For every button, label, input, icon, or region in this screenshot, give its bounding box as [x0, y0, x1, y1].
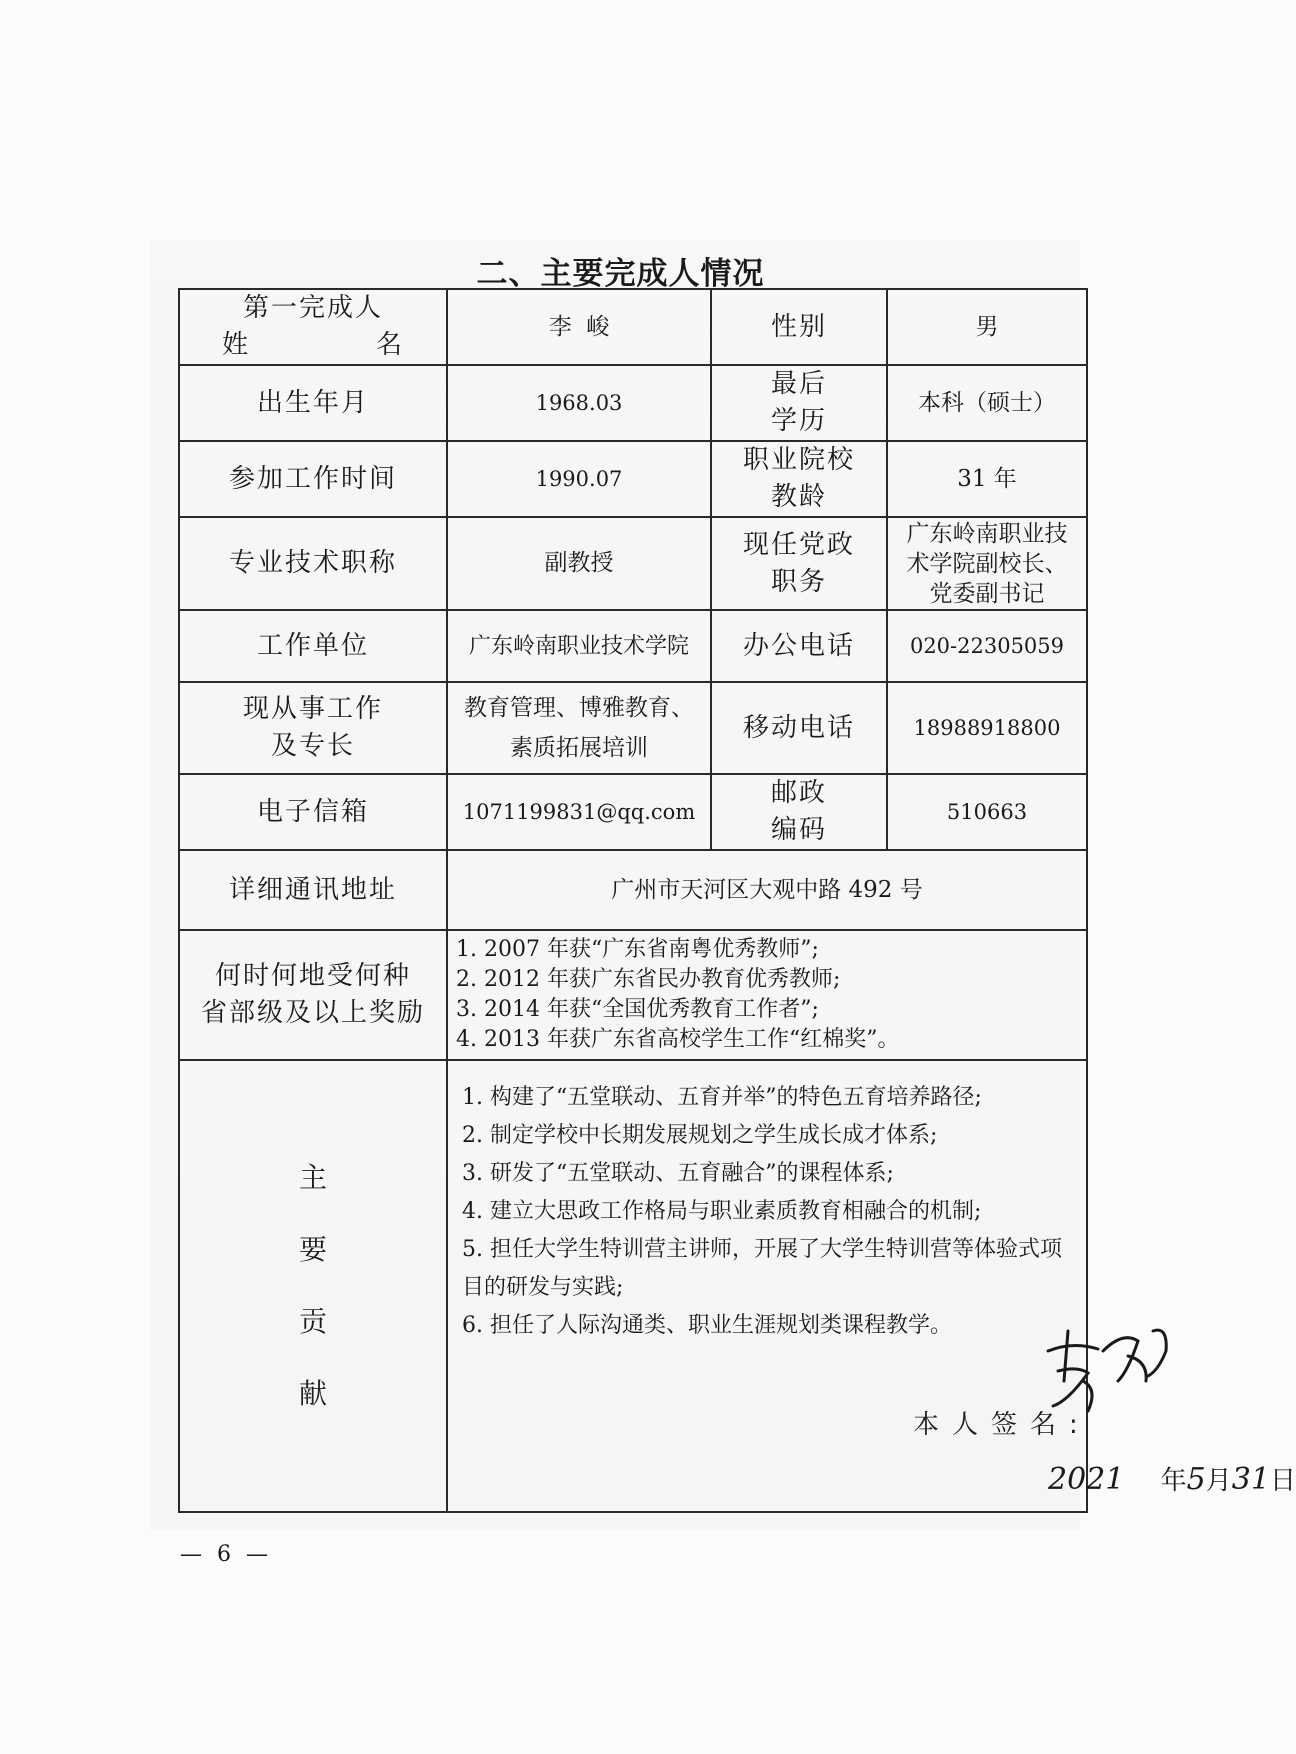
- teach-age-label: 职业院校 教龄: [711, 441, 887, 517]
- award-item: 2. 2012 年获广东省民办教育优秀教师;: [456, 967, 841, 992]
- gender-value: 男: [887, 289, 1087, 365]
- email-label: 电子信箱: [179, 774, 447, 850]
- employer-value: 广东岭南职业技术学院: [447, 610, 711, 682]
- work-start-value: 1990.07: [447, 441, 711, 517]
- contribution-item: 1. 构建了“五堂联动、五育并举”的特色五育培养路径;: [462, 1085, 982, 1110]
- contributions-label: 主 要 贡 献: [179, 1060, 447, 1512]
- row-employer: [179, 610, 1087, 682]
- contribution-item: 5. 担任大学生特训营主讲师，开展了大学生特训营等体验式项目的研发与实践;: [462, 1237, 1062, 1300]
- title-label: 专业技术职称: [179, 517, 447, 610]
- education-value: 本科（硕士）: [887, 365, 1087, 441]
- awards-list: [447, 930, 1087, 1060]
- row-specialty: [179, 682, 1087, 774]
- row-contributions: [179, 1060, 1087, 1512]
- specialty-label: 现从事工作 及专长: [179, 682, 447, 774]
- contribution-item: 4. 建立大思政工作格局与职业素质教育相融合的机制;: [462, 1199, 982, 1224]
- page-number: — 6 —: [180, 1542, 272, 1567]
- date-month: 5: [1186, 1462, 1206, 1497]
- education-label: 最后 学历: [711, 365, 887, 441]
- awards-label: 何时何地受何种 省部级及以上奖励: [179, 930, 447, 1060]
- address-label: 详细通讯地址: [179, 850, 447, 930]
- contributions-list: [448, 1061, 1086, 1345]
- position-label: 现任党政 职务: [711, 517, 887, 610]
- name-label-b: 名: [375, 330, 404, 360]
- title-value: 副教授: [447, 517, 711, 610]
- birth-label: 出生年月: [179, 365, 447, 441]
- award-item: 1. 2007 年获“广东省南粤优秀教师”;: [456, 937, 819, 962]
- postcode-label: 邮政 编码: [711, 774, 887, 850]
- position-value: 广东岭南职业技 术学院副校长、 党委副书记: [887, 517, 1087, 610]
- birth-value: 1968.03: [447, 365, 711, 441]
- contribution-item: 2. 制定学校中长期发展规划之学生成长成才体系;: [462, 1123, 938, 1148]
- contributions-cell: [447, 1060, 1296, 1512]
- row-title: [179, 517, 1087, 610]
- row-birth: [179, 365, 1087, 441]
- name-label-a: 姓: [222, 330, 251, 360]
- award-item: 4. 2013 年获广东省高校学生工作“红棉奖”。: [456, 1027, 900, 1052]
- date-year: 2021: [1048, 1462, 1125, 1497]
- row-email: [179, 774, 1087, 850]
- date-day: 31: [1231, 1462, 1270, 1497]
- row-name: [179, 289, 1087, 365]
- office-phone-value: 020-22305059: [887, 610, 1087, 682]
- employer-label: 工作单位: [179, 610, 447, 682]
- date-year-suffix: 年: [1160, 1466, 1187, 1496]
- section-title: 二、主要完成人情况: [476, 256, 765, 292]
- specialty-value: 教育管理、博雅教育、 素质拓展培训: [447, 682, 711, 774]
- signature-label: 本人签名:: [913, 1410, 1091, 1440]
- office-phone-label: 办公电话: [711, 610, 887, 682]
- signature-date: [1048, 1461, 1296, 1500]
- date-day-suffix: 日: [1269, 1466, 1296, 1496]
- name-label-cell: [179, 289, 447, 365]
- gender-label: 性别: [711, 289, 887, 365]
- award-item: 3. 2014 年获“全国优秀教育工作者”;: [456, 997, 819, 1022]
- postcode-value: 510663: [887, 774, 1087, 850]
- work-start-label: 参加工作时间: [179, 441, 447, 517]
- email-value: 1071199831@qq.com: [447, 774, 711, 850]
- contribution-item: 3. 研发了“五堂联动、五育融合”的课程体系;: [462, 1161, 894, 1186]
- name-value: 李 峻: [447, 289, 711, 365]
- first-person-label: 第一完成人: [242, 293, 383, 323]
- main-person-table: [178, 288, 1296, 1513]
- date-month-suffix: 月: [1205, 1466, 1232, 1496]
- row-awards: [179, 930, 1087, 1060]
- address-value: 广州市天河区大观中路 492 号: [447, 850, 1087, 930]
- row-work-start: [179, 441, 1087, 517]
- contribution-item: 6. 担任了人际沟通类、职业生涯规划类课程教学。: [462, 1313, 952, 1338]
- mobile-value: 18988918800: [887, 682, 1087, 774]
- teach-age-value: 31 年: [887, 441, 1087, 517]
- mobile-label: 移动电话: [711, 682, 887, 774]
- row-address: [179, 850, 1087, 930]
